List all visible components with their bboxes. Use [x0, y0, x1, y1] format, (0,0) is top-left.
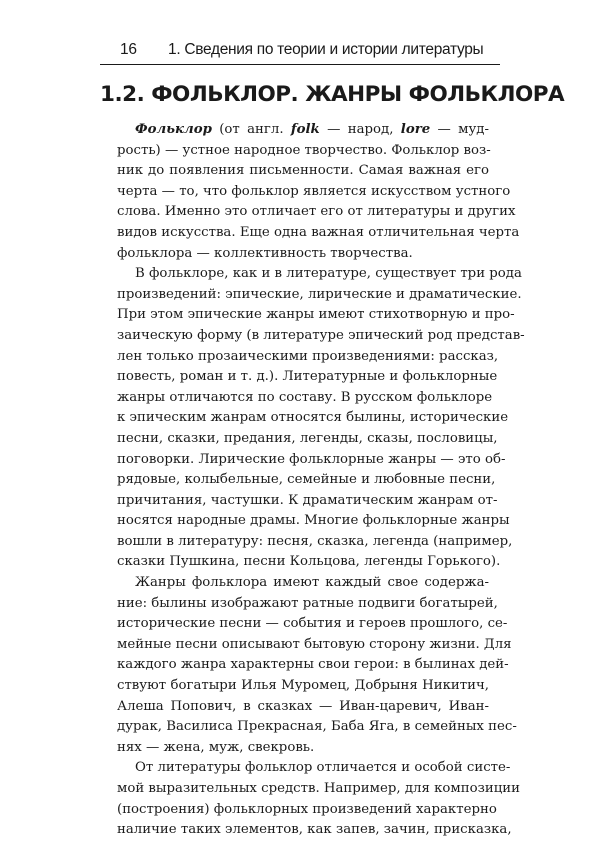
- text-line: От литературы фольклор отличается и особой систе-: [135, 760, 511, 776]
- text-line: сказки Пушкина, песни Кольцова, легенды Горького).: [117, 554, 501, 570]
- text-line: Алеша Попович, в сказках — Иван-царевич, Иван-: [117, 698, 489, 714]
- text-line: ник до появления письменности. Самая важная его: [117, 163, 489, 179]
- text-line: к эпическим жанрам относятся былины, исторические: [117, 410, 509, 426]
- text-line: носятся народные драмы. Многие фольклорные жанры: [117, 513, 510, 529]
- term-folk: folk: [290, 122, 320, 137]
- text-line: повесть, роман и т. д.). Литературные и фольклорные: [117, 369, 498, 385]
- section-title: 1.2. ФОЛЬКЛОР. ЖАНРЫ ФОЛЬКЛОРА: [100, 82, 565, 107]
- text-line: ствуют богатыри Илья Муромец, Добрыня Никитич,: [117, 678, 489, 694]
- running-header: [100, 36, 500, 65]
- paragraph-folklore-definition: [117, 120, 520, 264]
- text-line: рядовые, колыбельные, семейные и любовные песни,: [117, 472, 496, 488]
- text-line: произведений: эпические, лирические и драматические.: [117, 286, 522, 302]
- paragraph-folklore-genres: [117, 264, 525, 573]
- text-line: слова. Именно это отличает его от литературы и других: [117, 204, 516, 220]
- text-line: рость) — устное народное творчество. Фольклор воз-: [117, 142, 491, 158]
- text-fragment: — народ,: [319, 122, 401, 137]
- text-line: песни, сказки, предания, легенды, сказы, пословицы,: [117, 430, 498, 446]
- text-line: вошли в литературу: песня, сказка, легенда (например,: [117, 533, 513, 549]
- text-line: каждого жанра характерны свои герои: в былинах дей-: [117, 657, 509, 673]
- paragraph-genre-content: [117, 573, 517, 758]
- text-line: ние: былины изображают ратные подвиги богатырей,: [117, 595, 498, 611]
- body-text: [117, 120, 525, 841]
- term-folklore: Фольклор: [135, 122, 212, 137]
- page-number: 16: [120, 41, 137, 58]
- text-line: При этом эпические жанры имеют стихотворную и про-: [117, 307, 515, 323]
- text-line: лен только прозаическими произведениями: рассказ,: [117, 348, 499, 364]
- text-line: причитания, частушки. К драматическим жанрам от-: [117, 492, 498, 508]
- text-line: Жанры фольклора имеют каждый свое содержа-: [135, 575, 489, 591]
- term-lore: lore: [400, 122, 431, 137]
- text-line: заическую форму (в литературе эпический род представ-: [117, 327, 525, 343]
- text-line: мейные песни описывают бытовую сторону жизни. Для: [117, 636, 512, 652]
- text-line: черта — то, что фольклор является искусством устного: [117, 183, 511, 199]
- text-fragment: — муд-: [430, 122, 489, 137]
- text-line: нях — жена, муж, свекровь.: [117, 739, 315, 755]
- running-title: 1. Сведения по теории и истории литературы: [168, 41, 484, 58]
- text-line: мой выразительных средств. Например, для композиции: [117, 781, 521, 796]
- paragraph-expressive-means: [117, 758, 521, 840]
- text-line: видов искусства. Еще одна важная отличительная черта: [117, 224, 520, 240]
- text-line: дурак, Василиса Прекрасная, Баба Яга, в семейных пес-: [117, 719, 517, 735]
- text-fragment: (от англ.: [211, 122, 291, 137]
- text-line: В фольклоре, как и в литературе, существует три рода: [135, 266, 522, 282]
- text-line: поговорки. Лирические фольклорные жанры — это об-: [117, 451, 506, 467]
- text-line: (построения) фольклорных произведений характерно: [117, 801, 497, 817]
- text-line: жанры отличаются по составу. В русском фольклоре: [117, 389, 493, 405]
- text-line: исторические песни — события и героев прошлого, се-: [117, 616, 508, 632]
- text-line: наличие таких элементов, как запев, зачин, присказка,: [117, 822, 512, 838]
- text-line: фольклора — коллективность творчества.: [117, 245, 413, 261]
- text-line: [117, 120, 489, 141]
